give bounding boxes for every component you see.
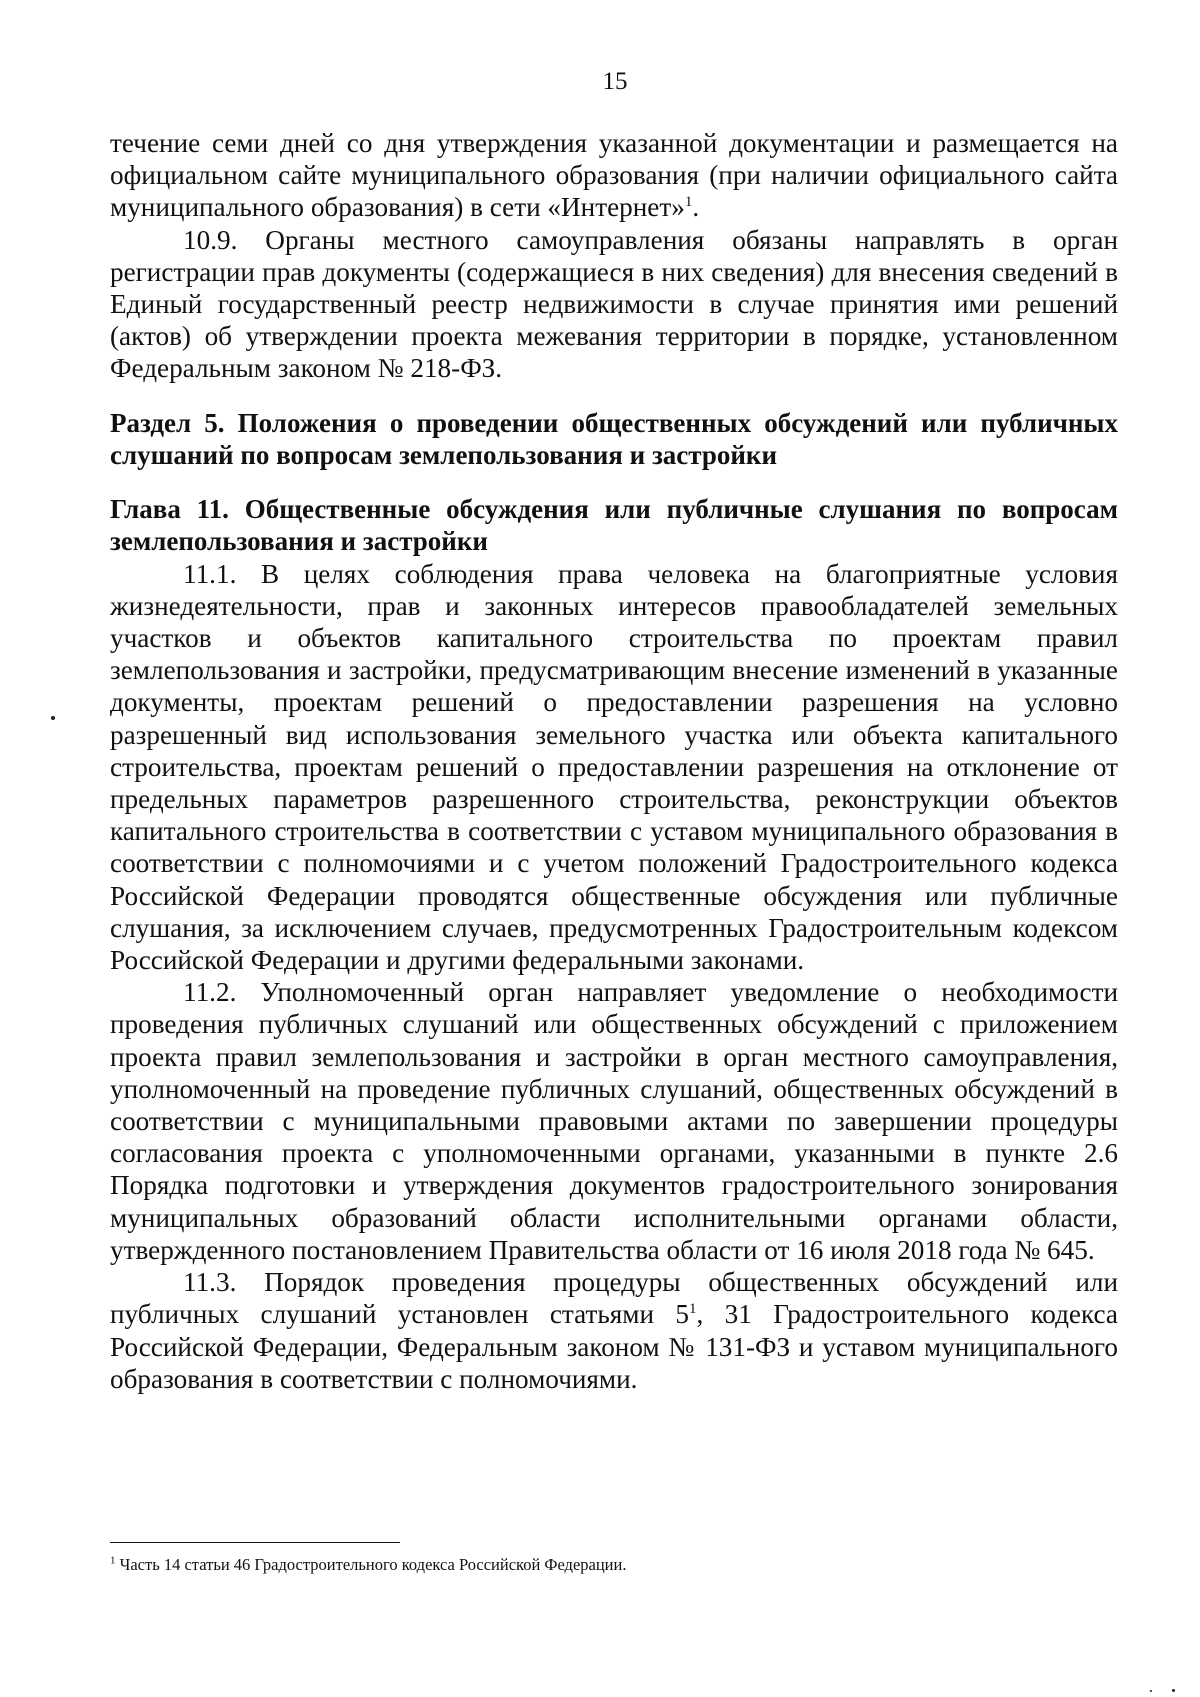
scan-speck — [51, 716, 55, 720]
paragraph-continued-end: . — [692, 192, 700, 223]
paragraph-11-1: 11.1. В целях соблюдения права человека на благоприятные условия жизнедеятельности, прав и законных интересов правообладателей земельных участков и объектов капитального строительства по проектам правил землепользования и застройки, предусматривающим внесение изменений в указанные документы, проектам решений о предоставлении разрешения на условно разрешенный вид использования земельного участка или объекта капитального строительства, проектам решений о предоставлении разрешения на отклонение от предельных параметров разрешенного строительства, реконструкции объектов капитального строительства в соответствии с уставом муниципального образования в соответствии с полномочиями и с учетом положений Градостроительного кодекса Российской Федерации проводятся общественные обсуждения или публичные слушания, за исключением случаев, предусмотренных Градостроительным кодексом Российской Федерации и другими федеральными законами. — [110, 558, 1118, 976]
paragraph-continued-text: течение семи дней со дня утверждения указанной документации и размещается на официальном сайте муниципального образования (при наличии официального сайта муниципального образования) в сети «Интернет» — [110, 128, 1118, 223]
paragraph-11-2: 11.2. Уполномоченный орган направляет уведомление о необходимости проведения публичных слушаний или общественных обсуждений с приложением проекта правил землепользования и застройки в орган местного самоуправления, уполномоченный на проведение публичных слушаний, общественных обсуждений в соответствии с муниципальными правовыми актами по завершении процедуры согласования проекта с уполномоченными органами, указанными в пункте 2.6 Порядка подготовки и утверждения документов градостроительного зонирования муниципальных образований области исполнительными органами области, утвержденного постановлением Правительства области от 16 июля 2018 года № 645. — [110, 977, 1118, 1265]
paragraph-10-9: 10.9. Органы местного самоуправления обязаны направлять в орган регистрации прав документы (содержащиеся в них сведения) для внесения сведений в Единый государственный реестр недвижимости в случае принятия ими решений (актов) об утверждении проекта межевания территории в порядке, установленном Федеральным законом № 218-ФЗ. — [110, 224, 1118, 384]
paragraph-11-3 — [110, 1266, 1118, 1395]
footnote — [110, 1554, 1110, 1576]
page-content — [110, 127, 1118, 1395]
footnote-reference: 1 — [684, 194, 693, 211]
section-5-heading: Раздел 5. Положения о проведении общественных обсуждений или публичных слушаний по вопросам землепользования и застройки — [110, 407, 1118, 471]
scan-speck — [1172, 1689, 1175, 1692]
footnote-text: Часть 14 статьи 46 Градостроительного кодекса Российской Федерации. — [115, 1555, 627, 1574]
scan-speck — [1150, 1690, 1152, 1692]
chapter-11-heading: Глава 11. Общественные обсуждения или публичные слушания по вопросам землепользования и застройки — [110, 493, 1118, 557]
footnote-marker: 1 — [110, 1554, 116, 1567]
paragraph-11-3-start: 11.3. Порядок проведения процедуры общественных обсуждений или публичных слушаний установлен статьями 5 — [110, 1267, 1118, 1330]
page-number: 15 — [602, 68, 628, 95]
footnote-divider — [110, 1542, 400, 1543]
paragraph-11-3-end: , 31 Градостроительного кодекса Российской Федерации, Федеральным законом № 131-ФЗ и уставом муниципального образования в соответствии с полномочиями. — [110, 1299, 1118, 1394]
paragraph-continued — [110, 127, 1118, 224]
article-superscript: 1 — [688, 1301, 697, 1318]
